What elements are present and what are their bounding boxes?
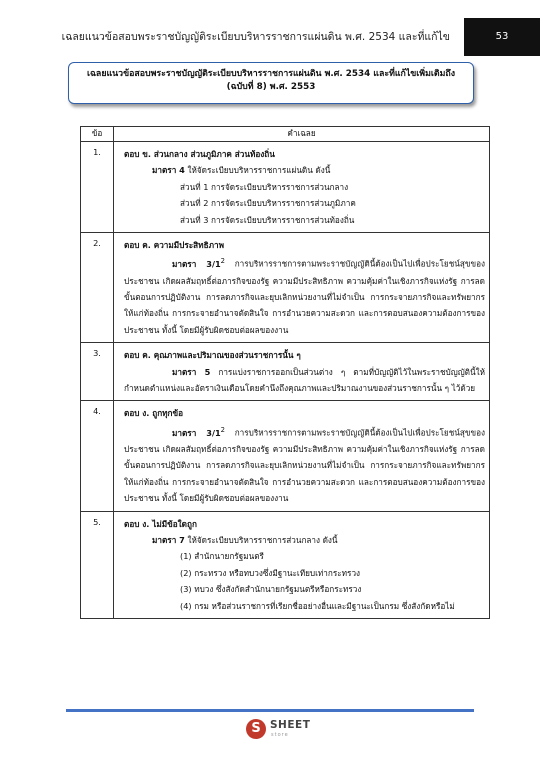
list-item: ส่วนที่ 1 การจัดระเบียบบริหารราชการส่วนกลาง bbox=[180, 181, 349, 192]
section-text: ให้จัดระเบียบบริหารราชการแผ่นดิน ดังนี้ bbox=[184, 165, 331, 176]
logo-subtext: store bbox=[271, 732, 289, 738]
footnote-marker: 2 bbox=[220, 257, 226, 266]
list-item: (2) กระทรวง หรือทบวงซึ่งมีฐานะเทียบเท่ากระทรวง bbox=[180, 567, 361, 578]
section-paragraph bbox=[124, 364, 485, 397]
answer-text: ตอบ ค. คุณภาพและปริมาณของส่วนราชการนั้น ๆ bbox=[124, 350, 301, 361]
column-header-answer: คำเฉลย bbox=[114, 127, 490, 142]
table-row bbox=[81, 511, 490, 618]
answer-text: ตอบ ง. ถูกทุกข้อ bbox=[124, 408, 184, 419]
page-header bbox=[0, 18, 540, 56]
row-number: 2. bbox=[81, 233, 114, 343]
header-title: เฉลยแนวข้อสอบพระราชบัญญัติระเบียบบริหารราชการแผ่นดิน พ.ศ. 2534 และที่แก้ไข bbox=[61, 31, 450, 43]
logo-text: SHEET bbox=[270, 719, 311, 731]
table-row bbox=[81, 233, 490, 343]
row-answer-cell bbox=[114, 511, 490, 618]
row-number: 5. bbox=[81, 511, 114, 618]
answer-text: ตอบ ง. ไม่มีข้อใดถูก bbox=[124, 518, 197, 529]
column-header-number: ข้อ bbox=[81, 127, 114, 142]
footnote-marker: 2 bbox=[220, 425, 226, 434]
section-label: มาตรา 7 bbox=[152, 535, 185, 545]
table-row bbox=[81, 142, 490, 233]
answer-table bbox=[80, 126, 490, 619]
section-paragraph bbox=[124, 532, 485, 548]
list-item: (3) ทบวง ซึ่งสังกัดสำนักนายกรัฐมนตรีหรือกระทรวง bbox=[180, 584, 362, 595]
answer-text: ตอบ ข. ส่วนกลาง ส่วนภูมิภาค ส่วนท้องถิ่น bbox=[124, 149, 275, 159]
section-text: การแบ่งราชการออกเป็นส่วนต่าง ๆ ตามที่บัญญัติไว้ในพระราชบัญญัตินี้ให้กำหนดตำแหน่งและอัตราเงินเดือนโดยคำนึงถึงคุณภาพและปริมาณงานของส่วนราชการนั้น ๆ ไว้ด้วย bbox=[124, 366, 485, 394]
section-text: การบริหารราชการตามพระราชบัญญัตินี้ต้องเป็นไปเพื่อประโยชน์สุขของประชาชน เกิดผลสัมฤทธิ์ต่อภารกิจของรัฐ ความมีประสิทธิภาพ ความคุ้มค่าในเชิงภารกิจแห่งรัฐ การลดขั้นตอนการปฏิบัติงาน การลดภารกิจและยุบเลิกหน่วยงานที่ไม่จำเป็น การกระจายภารกิจและทรัพยากรให้แก่ท้องถิ่น การกระจายอำนาจตัดสินใจ การอำนวยความสะดวก และการตอบสนองความต้องการของประชาชน ทั้งนี้ โดยมีผู้รับผิดชอบต่อผลของงาน bbox=[124, 427, 485, 504]
table-header-row bbox=[81, 127, 490, 142]
row-answer-cell bbox=[114, 401, 490, 511]
answer-text: ตอบ ค. ความมีประสิทธิภาพ bbox=[124, 240, 224, 251]
section-paragraph bbox=[124, 253, 485, 338]
row-answer-cell bbox=[114, 343, 490, 401]
section-text: การบริหารราชการตามพระราชบัญญัตินี้ต้องเป็นไปเพื่อประโยชน์สุขของประชาชน เกิดผลสัมฤทธิ์ต่อภารกิจของรัฐ ความมีประสิทธิภาพ ความคุ้มค่าในเชิงภารกิจแห่งรัฐ การลดขั้นตอนการปฏิบัติงาน การลดภารกิจและยุบเลิกหน่วยงานที่ไม่จำเป็น การกระจายภารกิจและทรัพยากรให้แก่ท้องถิ่น การกระจายอำนาจตัดสินใจ การอำนวยความสะดวก และการตอบสนองความต้องการของประชาชน ทั้งนี้ โดยมีผู้รับผิดชอบต่อผลของงาน bbox=[124, 259, 485, 335]
footer-divider bbox=[66, 709, 474, 712]
title-line-2: (ฉบับที่ 8) พ.ศ. 2553 bbox=[226, 82, 316, 92]
logo-mark-icon: S bbox=[246, 719, 266, 739]
list-item: ส่วนที่ 2 การจัดระเบียบบริหารราชการส่วนภูมิภาค bbox=[180, 198, 356, 209]
row-answer-cell bbox=[114, 233, 490, 343]
section-label: มาตรา 3/1 bbox=[172, 427, 221, 438]
list-item: (4) กรม หรือส่วนราชการที่เรียกชื่ออย่างอื่นและมีฐานะเป็นกรม ซึ่งสังกัดหรือไม่ bbox=[180, 600, 455, 611]
list-item: ส่วนที่ 3 การจัดระเบียบบริหารราชการส่วนท้องถิ่น bbox=[180, 214, 355, 225]
sheet-store-logo bbox=[246, 717, 310, 743]
row-number: 3. bbox=[81, 343, 114, 401]
section-paragraph bbox=[124, 422, 485, 507]
table-row bbox=[81, 401, 490, 511]
list-item: (1) สำนักนายกรัฐมนตรี bbox=[180, 551, 264, 562]
title-line-1: เฉลยแนวข้อสอบพระราชบัญญัติระเบียบบริหารราชการแผ่นดิน พ.ศ. 2534 และที่แก้ไขเพิ่มเติมถึง bbox=[86, 69, 456, 79]
section-label: มาตรา 4 bbox=[152, 165, 185, 176]
section-label: มาตรา 3/1 bbox=[172, 259, 221, 270]
title-box bbox=[68, 62, 474, 104]
row-answer-cell bbox=[114, 142, 490, 233]
table-row bbox=[81, 343, 490, 401]
section-text: ให้จัดระเบียบบริหารราชการส่วนกลาง ดังนี้ bbox=[184, 535, 338, 545]
section-paragraph bbox=[124, 162, 485, 178]
section-label: มาตรา 5 bbox=[172, 366, 211, 377]
row-number: 1. bbox=[81, 142, 114, 233]
row-number: 4. bbox=[81, 401, 114, 511]
page-number: 53 bbox=[464, 18, 540, 56]
